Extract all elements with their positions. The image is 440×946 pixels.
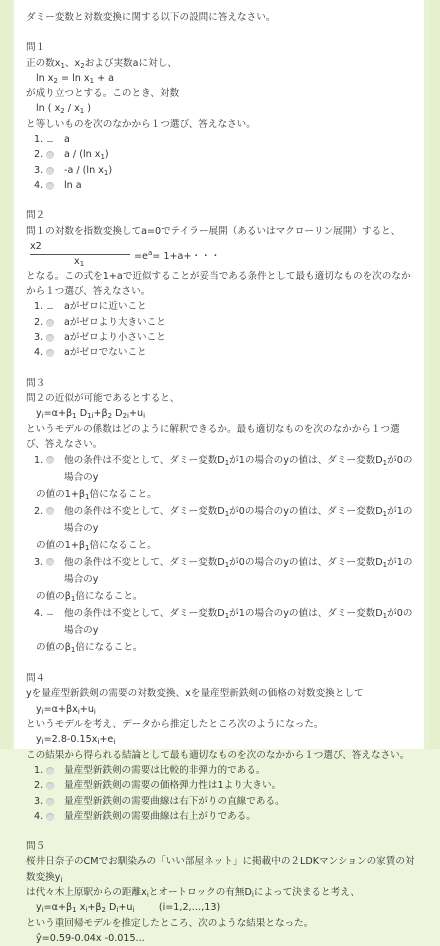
q3-title: 問３ — [26, 377, 46, 389]
q1-line3: が成り立つとする。このとき、対数 — [26, 88, 180, 100]
radio-button[interactable] — [46, 507, 54, 515]
intro-text: ダミー変数と対数変換に関する以下の設問に答えなさい。 — [26, 12, 276, 23]
q2-option-1[interactable]: 1. aがゼロに近いこと — [34, 301, 147, 313]
radio-button[interactable] — [46, 349, 54, 357]
radio-button[interactable] — [46, 182, 54, 190]
radio-button[interactable] — [46, 813, 54, 821]
q4-model: $y_i=\alpha+\beta x_i+u_i$ — [36, 703, 96, 716]
q3-line2: というモデルの係数はどのように解釈できるか。最も適切なものを次のなかから１つ選び、答えなさい。 — [26, 423, 400, 450]
q1-line1: 正の数$x_1$、$x_2$および実数aに対し、 — [26, 57, 177, 70]
q1-option-3[interactable]: 3. -a / (ln $x_1$) — [34, 164, 113, 177]
q5-line4: という重回帰モデルを推定したところ、次のような結果となった。 — [26, 917, 314, 929]
radio-button[interactable] — [46, 167, 54, 175]
q3-option-4[interactable]: 4. 他の条件は不変として、ダミー変数$D_1$が1の場合のyの値は、ダミー変数$D_1$が0の場合のy の値の$\beta_1$倍になること。 — [34, 608, 413, 655]
radio-button[interactable] — [46, 456, 54, 464]
q5-line5: ŷ=0.59-0.04x -0.015... — [36, 932, 145, 944]
q2-line2: となる。この式を1+aで近似することが妥当である条件として最も適切なものを次のなかから１つ選び、答えなさい。 — [26, 270, 411, 298]
q4-option-3[interactable]: 3. 量産型新鉄剣の需要曲線は右下がりの直線である。 — [34, 795, 285, 807]
radio-button[interactable] — [46, 558, 54, 566]
q2-option-3[interactable]: 3. aがゼロより小さいこと — [34, 332, 166, 344]
q1-option-4[interactable]: 4. ln a — [34, 179, 82, 191]
q5-line1: 桜井日奈子のCMでお馴染みの「いい部屋ネット」に掲載中の２LDKマンションの家賃の対数変換$y_i$ — [26, 856, 415, 884]
fraction-numerator: x2 — [30, 240, 42, 252]
q4-option-1[interactable]: 1. 量産型新鉄剣の需要は比較的非弾力的である。 — [34, 764, 266, 776]
q5-title: 問５ — [26, 841, 46, 853]
radio-button[interactable] — [46, 136, 54, 144]
q1-equation: $\ln x_2 = \ln x_1 + a$ — [36, 72, 115, 85]
q4-option-4[interactable]: 4. 量産型新鉄剣の需要曲線は右上がりである。 — [34, 810, 256, 822]
radio-button[interactable] — [46, 767, 54, 775]
q2-line1: 問１の対数を指数変換してa=0でテイラー展開（あるいはマクローリン展開）すると、 — [26, 225, 401, 237]
fraction-denominator: $x_1$ — [74, 255, 85, 268]
radio-button[interactable] — [46, 782, 54, 790]
quiz-content — [26, 10, 418, 946]
q1-option-1[interactable]: 1. a — [34, 134, 70, 146]
radio-button[interactable] — [46, 609, 54, 617]
q3-options — [26, 452, 418, 656]
q5-line2: は代々木上原駅からの距離$x_i$とオートロックの有無$D_i$によって決まると考え、 — [26, 886, 360, 899]
fraction-rhs: $=e^a= 1+a+$・・・ — [134, 248, 221, 263]
q4-title: 問４ — [26, 673, 46, 685]
q1-title: 問１ — [26, 42, 46, 54]
q2-option-2[interactable]: 2. aがゼロより大きいこと — [34, 316, 166, 328]
q4-line3: この結果から得られる結論として最も適切なものを次のなかから１つ選び、答えなさい。 — [26, 749, 410, 761]
q3-option-3[interactable]: 3. 他の条件は不変として、ダミー変数$D_1$が0の場合のyの値は、ダミー変数$D_1$が1の場合のy の値の$\beta_1$倍になること。 — [34, 557, 413, 604]
q3-line1: 問２の近似が可能であるとすると、 — [26, 392, 180, 404]
q1-expression: ln ( $x_2 / x_1$ ) — [36, 103, 92, 116]
q4-options — [26, 763, 418, 824]
q5-model: $y_i=\alpha+\beta_1$ $x_i+\beta_2$ $D_i+u_i$ (i=1,2,…,13) — [36, 902, 221, 915]
q1-options — [26, 132, 418, 193]
radio-button[interactable] — [46, 334, 54, 342]
radio-button[interactable] — [46, 303, 54, 311]
q2-options — [26, 299, 418, 360]
q2-option-4[interactable]: 4. aがゼロでないこと — [34, 347, 147, 359]
q2-fraction — [26, 239, 418, 269]
q4-line1: yを量産型新鉄剣の需要の対数変換、xを量産型新鉄剣の価格の対数変換として — [26, 688, 364, 700]
q4-estimate: $y_i=2.8-0.15x_i+e_i$ — [36, 734, 116, 747]
q1-option-2[interactable]: 2. a / (ln $x_1$) — [34, 149, 109, 162]
radio-button[interactable] — [46, 151, 54, 159]
q2-title: 問２ — [26, 210, 46, 222]
q3-option-1[interactable]: 1. 他の条件は不変として、ダミー変数$D_1$が1の場合のyの値は、ダミー変数$D_1$が0の場合のy の値の$1+\beta_1$倍になること。 — [34, 455, 413, 502]
q4-line2: というモデルを考え、データから推定したところ次のようになった。 — [26, 719, 324, 731]
q3-option-2[interactable]: 2. 他の条件は不変として、ダミー変数$D_1$が0の場合のyの値は、ダミー変数$D_1$が1の場合のy の値の$1+\beta_1$倍になること。 — [34, 506, 413, 553]
radio-button[interactable] — [46, 798, 54, 806]
q1-line5: と等しいものを次のなかから１つ選び、答えなさい。 — [26, 118, 256, 130]
q3-model: $y_i=\alpha+\beta_1$ $D_{1i}+\beta_2$ $D_{2i}+u_i$ — [36, 408, 146, 421]
q4-option-2[interactable]: 2. 量産型新鉄剣の需要の価格弾力性は1より大きい。 — [34, 780, 282, 792]
radio-button[interactable] — [46, 319, 54, 327]
